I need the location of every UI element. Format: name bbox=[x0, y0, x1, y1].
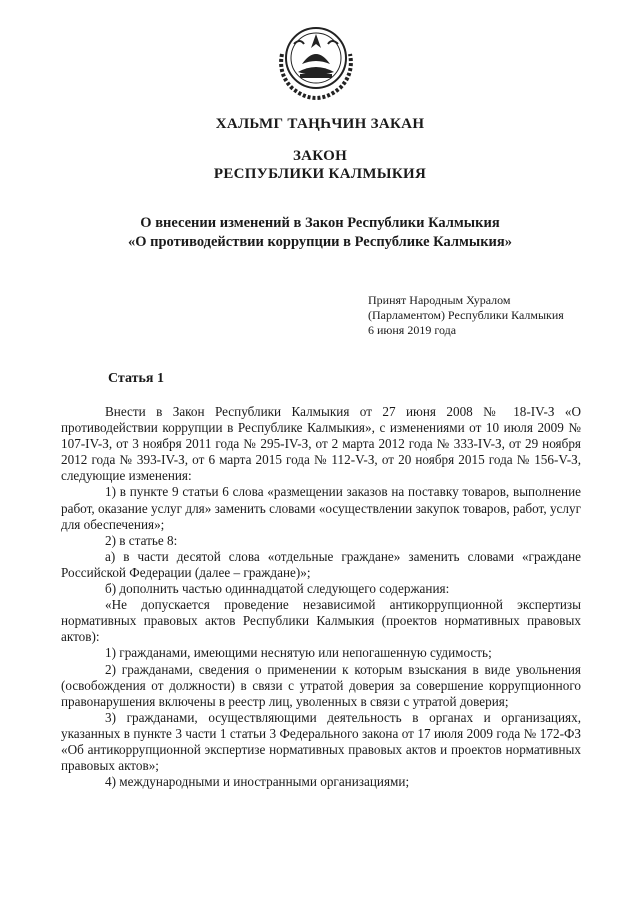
law-title-line2: «О противодействии коррупции в Республике Калмыкия» bbox=[127, 234, 513, 250]
paragraph-sub-4: 4) международными и иностранными организациями; bbox=[105, 774, 410, 790]
kalmyk-title: ХАЛЬМГ ТАҢҺЧИН ЗАКАН bbox=[215, 116, 425, 132]
paragraph-item-2: 2) в статье 8: bbox=[105, 532, 178, 548]
law-title-line1: О внесении изменений в Закон Республики Калмыкия bbox=[140, 215, 500, 231]
paragraph-item-a: а) в части десятой слова «отдельные граждане» заменить словами «граждане Российской Федерации (далее – граждане)»; bbox=[61, 548, 581, 580]
paragraph-sub-3: 3) гражданами, осуществляющими деятельность в органах и организациях, указанных в пункте 3 части 1 статьи 3 Федерального закона от 17 июля 2009 года № 172-ФЗ «Об антикоррупционной экспертизе нормативных правовых актов и проектов нормативных правовых актов»; bbox=[61, 709, 581, 774]
article-heading: Статья 1 bbox=[108, 371, 164, 386]
paragraph-sub-1: 1) гражданами, имеющими неснятую или непогашенную судимость; bbox=[105, 645, 492, 661]
paragraph-item-b: б) дополнить частью одиннадцатой следующего содержания: bbox=[105, 581, 450, 597]
adoption-line1: Принят Народным Хуралом bbox=[368, 293, 511, 307]
article-body bbox=[61, 404, 581, 790]
adoption-line2: (Парламентом) Республики Калмыкия bbox=[368, 308, 564, 322]
paragraph-intro: Внести в Закон Республики Калмыкия от 27 июня 2008 № 18-IV-З «О противодействии коррупции в Республике Калмыкия», с изменениями от 10 июля 2009 № 107-IV-З, от 3 ноября 2011 года № 295-IV-З, от 2 марта 2012 года № 333-IV-З, от 29 ноября 2012 года № 393-IV-З, от 6 марта 2015 года № 112-V-З, от 20 ноября 2015 года № 156-V-З, следующие изменения: bbox=[61, 404, 581, 484]
adoption-line3: 6 июня 2019 года bbox=[368, 323, 457, 337]
paragraph-item-1: 1) в пункте 9 статьи 6 слова «размещении заказов на поставку товаров, выполнение работ, оказание услуг для» заменить словами «осуществлении закупок товаров, работ, услуг для обеспечения»; bbox=[61, 484, 581, 532]
law-word: ЗАКОН bbox=[292, 148, 348, 164]
emblem-of-kalmykia bbox=[270, 14, 362, 106]
republic-title: РЕСПУБЛИКИ КАЛМЫКИЯ bbox=[213, 166, 427, 182]
paragraph-sub-2: 2) гражданами, сведения о применении к которым взыскания в виде увольнения (освобождения от должности) в связи с утратой доверия за совершение коррупционного правонарушения включены в реестр лиц, уволенных в связи с утратой доверия; bbox=[61, 661, 581, 709]
adoption-note bbox=[368, 293, 564, 338]
paragraph-quote-start: «Не допускается проведение независимой антикоррупционной экспертизы нормативных правовых актов Республики Калмыкия (проектов нормативных правовых актов): bbox=[61, 597, 581, 645]
